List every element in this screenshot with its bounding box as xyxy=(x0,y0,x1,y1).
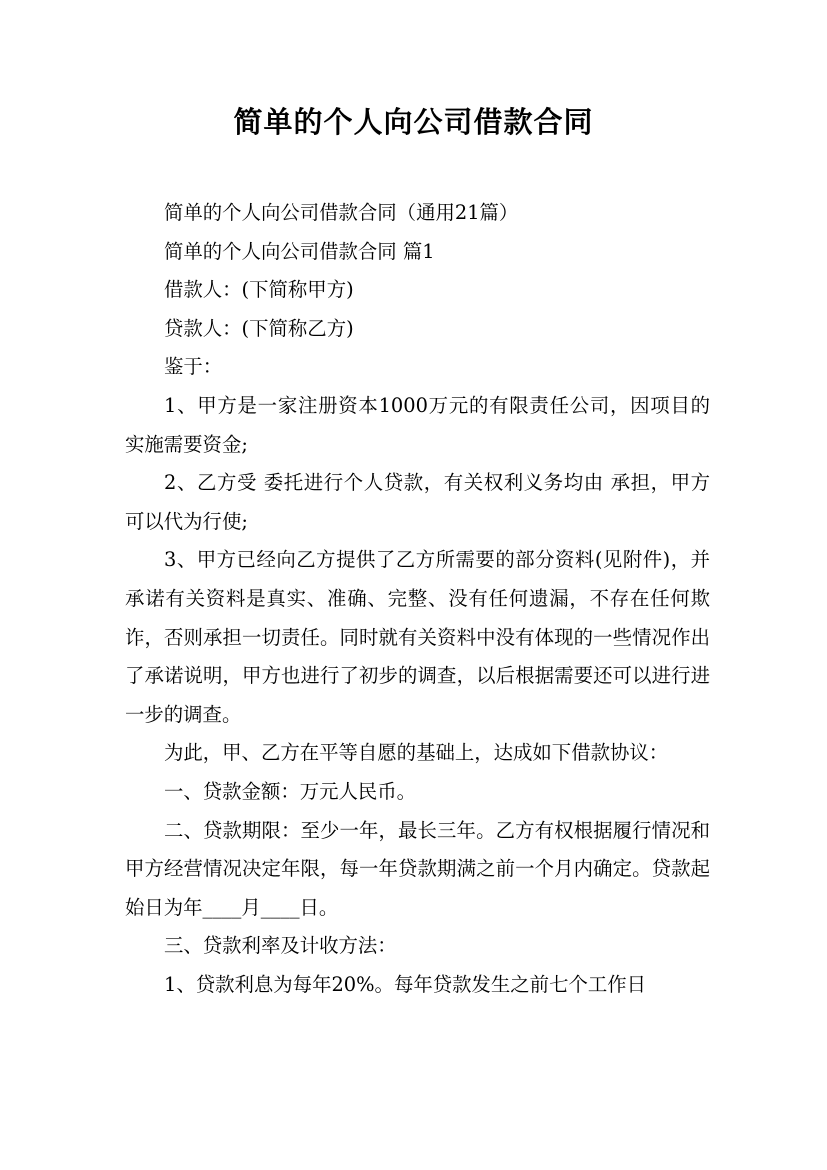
paragraph-clause-amount: 一、贷款金额：万元人民币。 xyxy=(164,779,417,803)
document-body xyxy=(125,194,710,1004)
paragraph-recital-3: 3、甲方已经向乙方提供了乙方所需要的部分资料(见附件)，并承诺有关资料是真实、准确、完整、没有任何遗漏，不存在任何欺诈，否则承担一切责任。同时就有关资料中没有体现的一些情况作出了承诺说明，甲方也进行了初步的调查，以后根据需要还可以进行进一步的调查。 xyxy=(125,548,710,726)
paragraph-clause-interest-1: 1、贷款利息为每年20%。每年贷款发生之前七个工作日 xyxy=(164,972,647,996)
paragraph-agreement-intro: 为此，甲、乙方在平等自愿的基础上，达成如下借款协议： xyxy=(164,741,669,765)
paragraph-clause-term: 二、贷款期限：至少一年，最长三年。乙方有权根据履行情况和甲方经营情况决定年限，每一年贷款期满之前一个月内确定。贷款起始日为年____月____日。 xyxy=(125,818,710,919)
paragraph-whereas: 鉴于： xyxy=(164,355,223,379)
paragraph-clause-interest-heading: 三、贷款利率及计收方法： xyxy=(164,934,397,958)
paragraph-subtitle: 简单的个人向公司借款合同（通用21篇） xyxy=(164,201,519,224)
paragraph-recital-1: 1、甲方是一家注册资本1000万元的有限责任公司，因项目的实施需要资金; xyxy=(125,393,710,456)
paragraph-borrower: 借款人：(下简称甲方) xyxy=(164,278,354,302)
paragraph-lender: 贷款人：(下简称乙方) xyxy=(164,316,354,340)
paragraph-recital-2: 2、乙方受 委托进行个人贷款，有关权利义务均由 承担，甲方可以代为行使; xyxy=(125,471,710,533)
paragraph-section-heading: 简单的个人向公司借款合同 篇1 xyxy=(164,239,435,263)
document-title: 简单的个人向公司借款合同 xyxy=(233,105,594,139)
